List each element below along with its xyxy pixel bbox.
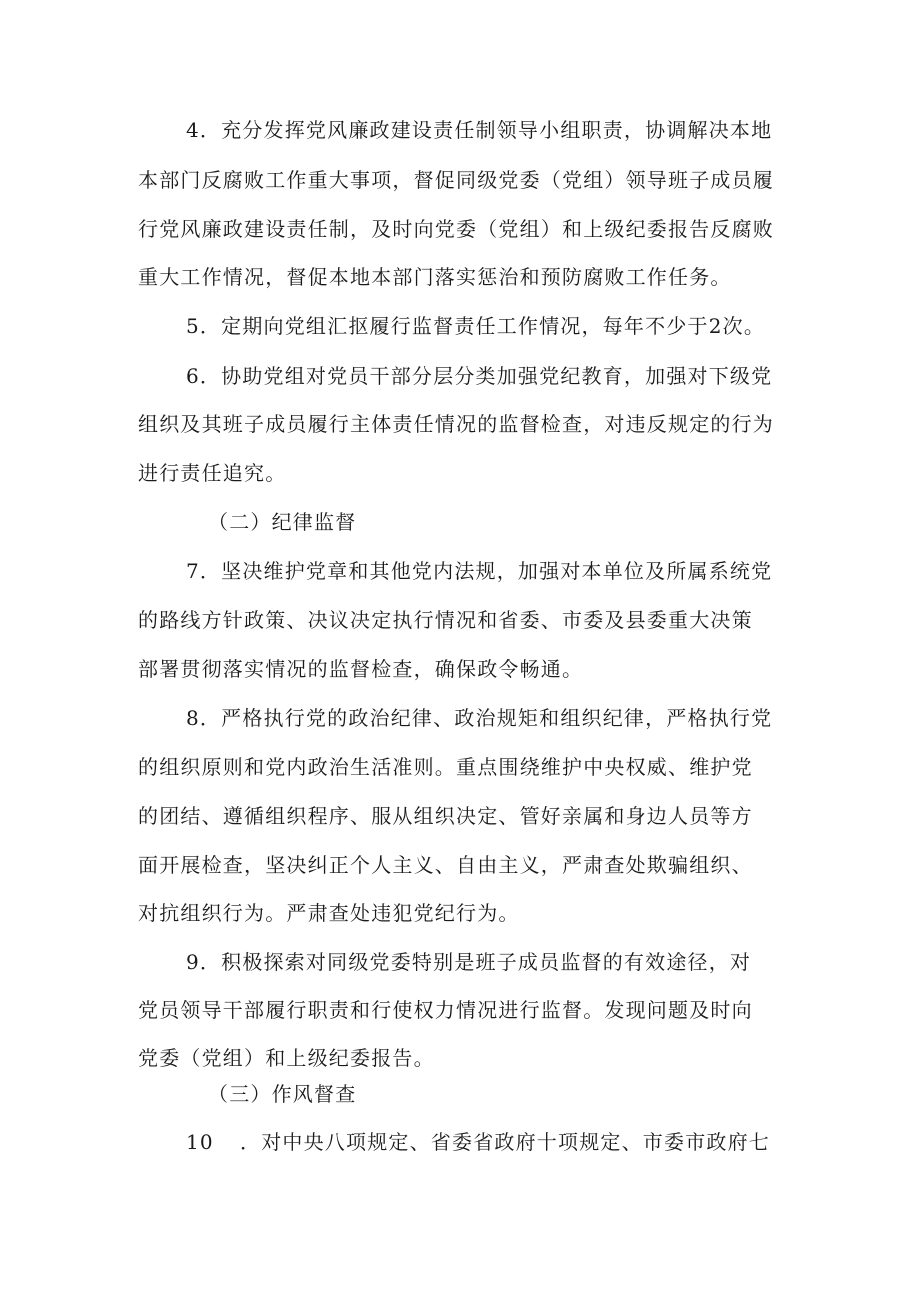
- paragraph-8-line-5: 对抗组织行为。严肃查处违犯党纪行为。: [138, 901, 520, 925]
- paragraph-4-line-3: 行党风廉政建设责任制，及时向党委（党组）和上级纪委报告反腐败: [138, 217, 774, 241]
- paragraph-8-line-1: 8．严格执行党的政治纪律、政治规矩和组织纪律，严格执行党: [186, 706, 773, 730]
- paragraph-4-line-2: 本部门反腐败工作重大事项，督促同级党委（党组）领导班子成员履: [138, 168, 774, 192]
- paragraph-6-line-2: 组织及其班子成员履行主体责任情况的监督检查，对违反规定的行为: [138, 412, 774, 436]
- paragraph-10-line-1: ．对中央八项规定、省委省政府十项规定、市委市政府七: [240, 1130, 770, 1154]
- section-heading-work-style: （三）作风督查: [208, 1082, 357, 1106]
- paragraph-4-line-4: 重大工作情况，督促本地本部门落实惩治和预防腐败工作任务。: [138, 265, 732, 289]
- paragraph-5: 5．定期向党组汇抠履行监督责任工作情况，每年不少于2次。: [186, 314, 766, 338]
- paragraph-7-line-1: 7．坚决维护党章和其他党内法规，加强对本单位及所属系统党: [186, 559, 773, 583]
- paragraph-4-line-1: 4．充分发挥党风廉政建设责任制领导小组职责，协调解决本地: [186, 118, 773, 142]
- paragraph-6-line-3: 进行责任追究。: [138, 461, 287, 485]
- paragraph-6-line-1: 6．协助党组对党员干部分层分类加强党纪教育，加强对下级党: [186, 364, 773, 388]
- paragraph-9-line-2: 党员领导干部履行职责和行使权力情况进行监督。发现问题及时向: [138, 998, 753, 1022]
- paragraph-8-line-4: 面开展检查，坚决纠正个人主义、自由主义，严肃查处欺骗组织、: [138, 853, 753, 877]
- paragraph-9-line-3: 党委（党组）和上级纪委报告。: [138, 1046, 435, 1070]
- paragraph-9-line-1: 9．积极探索对同级党委特别是班子成员监督的有效途径，对: [186, 950, 752, 974]
- paragraph-7-line-2: 的路线方针政策、决议决定执行情况和省委、市委及县委重大决策: [138, 608, 753, 632]
- paragraph-8-line-2: 的组织原则和党内政治生活准则。重点围绕维护中央权威、维护党: [138, 755, 753, 779]
- paragraph-10-number: 10: [186, 1130, 214, 1154]
- section-heading-discipline: （二）纪律监督: [208, 510, 357, 534]
- paragraph-8-line-3: 的团结、遵循组织程序、服从组织决定、管好亲属和身边人员等方: [138, 804, 753, 828]
- paragraph-7-line-3: 部署贯彻落实情况的监督检查，确保政令畅通。: [138, 657, 584, 681]
